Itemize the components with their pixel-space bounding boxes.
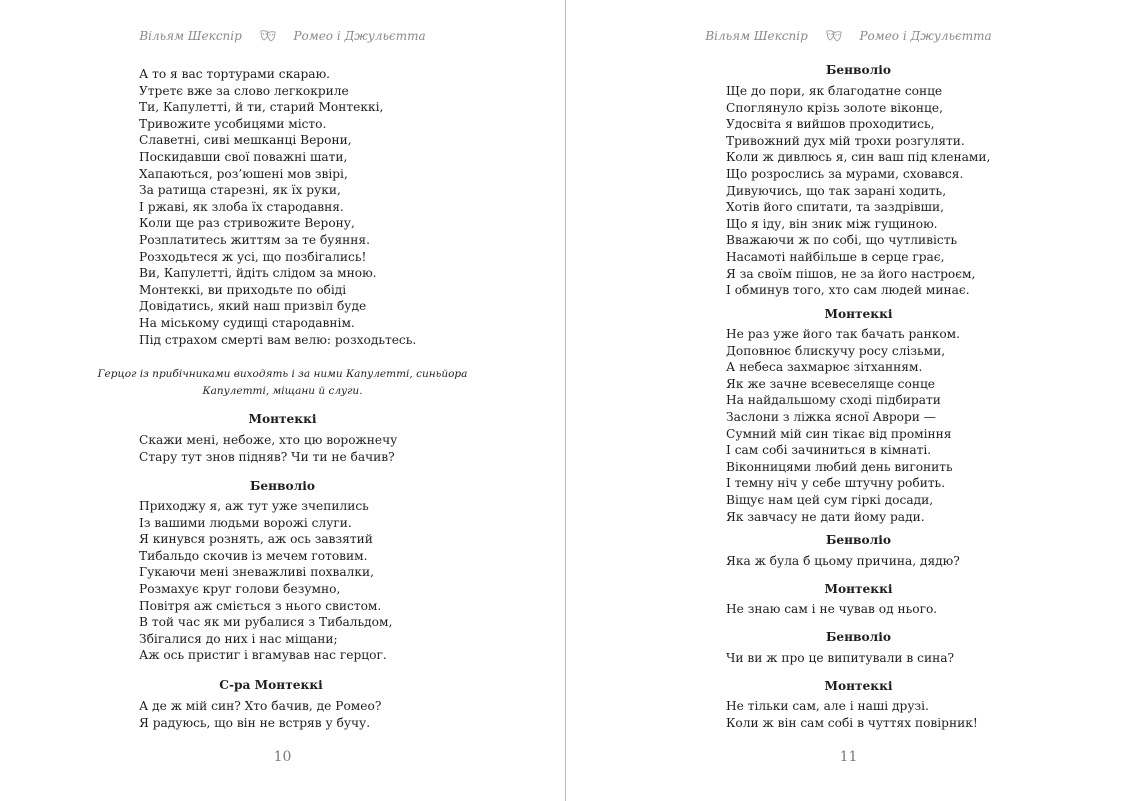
verse-line: І обминув того, хто сам людей минає. [726,283,970,298]
speaker-heading [566,581,1131,598]
verse-line: Чи ви ж про це випитували в сина? [726,651,955,665]
verse-line: Тривожний дух мій трохи розгуляти. [726,133,965,148]
verse-line: Що розрослись за мурами, сховався. [726,166,964,181]
verse-line: Віконницями любий день вигонить [726,459,953,474]
verse-line: Яка ж була б цьому причина, дядю? [726,554,960,568]
stage-direction-line: Капулетті, міщани й слуги. [202,385,363,397]
stage-direction-line: Герцог із прибічниками виходять і за ними Капулетті, синьйора [97,368,468,380]
verse-line: Утретє вже за слово легкокриле [139,83,349,98]
verse-line: Коли ж він сам собі в чуттях повірник! [726,715,978,730]
verse-line: На міському судищі стародавнім. [139,315,355,330]
verse-line: Віщує нам цей сум гіркі досади, [726,492,934,507]
speech-benvolio [139,498,539,664]
verse-line: Я кинувся рознять, аж ось завзятий [139,532,373,547]
verse-line: Не знаю сам і не чував од нього. [726,602,938,616]
running-head [566,29,1131,43]
verse-line: Не раз уже його так бачать ранком. [726,327,961,341]
verse-line: Приходжу я, аж тут уже зчепились [139,499,369,513]
running-head-author: Вільям Шекспір [139,29,242,43]
speaker-heading [566,629,1131,646]
speech-montecchi [726,326,1126,525]
verse-line: Тривожите усобицями місто. [139,116,327,131]
verse-line: За ратища старезні, як їх руки, [139,183,341,198]
stage-direction [0,366,565,400]
speaker-name: Монтеккі [824,582,893,596]
verse-line: Поскидавши свої поважні шати, [139,149,348,164]
verse-line: А де ж мій син? Хто бачив, де Ромео? [139,699,382,713]
verse-line: Як завчасу не дати йому ради. [726,509,925,524]
speech-benvolio [726,650,1126,667]
speech-montecchi [726,698,1126,731]
verse-line: Розмахує круг голови безумно, [139,581,341,596]
verse-line: Із вашими людьми ворожі слуги. [139,515,352,530]
verse-line: Під страхом смерті вам велю: розходьтесь. [139,332,417,347]
verse-line: Споглянуло крізь золоте віконце, [726,100,943,115]
speaker-heading [566,532,1131,549]
verse-line: Довідатись, який наш призвіл буде [139,299,367,314]
speaker-name: Бенволіо [249,479,316,493]
verse-line: Коли ще раз стривожите Верону, [139,216,355,231]
right-page [566,0,1131,801]
verse-line: Хапаються, роз’юшені мов звірі, [139,166,348,181]
speaker-heading [566,62,1131,79]
verse-line: На найдальшому сході підбирати [726,393,941,408]
speaker-name: Монтеккі [824,679,893,693]
verse-line: Як же зачне всевеселяще сонце [726,376,936,391]
speaker-heading [0,478,565,495]
speaker-name: Монтеккі [248,412,317,426]
verse-line: Удосвіта я вийшов проходитись, [726,117,935,132]
verse-line: Аж ось пристиг і вгамував нас герцог. [139,648,387,663]
verse-line: Я за своїм пішов, не за його настроєм, [726,266,976,281]
verse-line: Розплатитесь життям за те буяння. [139,232,370,247]
verse-line: А небеса захмарює зітханням. [726,360,923,375]
verse-line: Доповнює блискучу росу слізьми, [726,343,946,358]
verse-line: Розходьтеся ж усі, що позбігались! [139,249,367,264]
running-head-title: Ромео і Джульєтта [859,29,992,43]
verse-line: Що я іду, він зник між гущиною. [726,216,938,231]
running-head [0,29,565,43]
speaker-heading [0,411,565,428]
speaker-heading [566,306,1131,323]
theatre-masks-icon [826,30,842,42]
speech-montecchi [139,432,539,465]
verse-line: А то я вас тортурами скараю. [139,67,331,81]
theatre-masks-icon [260,30,276,42]
verse-line: Ще до пори, як благодатне сонце [726,84,943,98]
verse-line: Дивуючись, що так зарані ходить, [726,183,947,198]
speaker-name: Бенволіо [825,63,892,77]
speaker-heading [566,678,1131,695]
verse-line: Ти, Капулетті, й ти, старий Монтеккі, [139,100,384,115]
running-head-title: Ромео і Джульєтта [293,29,426,43]
verse-line: Скажи мені, небоже, хто цю ворожнечу [139,433,398,447]
verse-line: Тибальдо скочив із мечем готовим. [139,548,368,563]
verse-line: І сам собі зачиниться в кімнаті. [726,443,932,458]
verse-line: Сумний мій син тікає від проміння [726,426,952,441]
verse-line: Стару тут знов підняв? Чи ти не бачив? [139,449,395,464]
speaker-heading [0,677,542,694]
verse-line: Ви, Капулетті, йдіть слідом за мною. [139,266,377,281]
verse-line: Збігалися до них і нас міщани; [139,631,338,646]
verse-line: Не тільки сам, але і наші друзі. [726,699,929,713]
left-page [0,0,565,801]
verse-line: І темну ніч у себе штучну робить. [726,476,946,491]
verse-line: Славетні, сиві мешканці Верони, [139,133,352,148]
speech-benvolio [726,83,1126,299]
verse-line: Повітря аж сміється з нього свистом. [139,598,382,613]
verse-line: Вважаючи ж по собі, що чутливість [726,233,958,248]
verse-line: Я радуюсь, що він не встряв у бучу. [139,715,371,730]
page-number: 11 [839,749,858,765]
speaker-name: Монтеккі [824,307,893,321]
speaker-name: Бенволіо [825,630,892,644]
verse-line: Гукаючи мені зневажливі похвалки, [139,565,375,580]
verse-line: Заслони з ліжка ясної Аврори — [726,409,936,424]
verse-line: Хотів його спитати, та заздрівши, [726,200,944,215]
speech-duke-continued [139,66,539,348]
verse-line: В той час як ми рубалися з Тибальдом, [139,615,393,630]
speech-lady-montecchi [139,698,539,731]
page-number: 10 [273,749,292,765]
speaker-name: С-ра Монтеккі [219,678,323,692]
verse-line: Коли ж дивлюсь я, син ваш під кленами, [726,150,991,165]
running-head-author: Вільям Шекспір [705,29,808,43]
speech-montecchi [726,601,1126,618]
verse-line: І ржаві, як злоба їх стародавня. [139,199,344,214]
verse-line: Монтеккі, ви приходьте по обіді [139,282,347,297]
verse-line: Насамоті найбільше в серце грає, [726,249,945,264]
speaker-name: Бенволіо [825,533,892,547]
speech-benvolio [726,553,1126,570]
